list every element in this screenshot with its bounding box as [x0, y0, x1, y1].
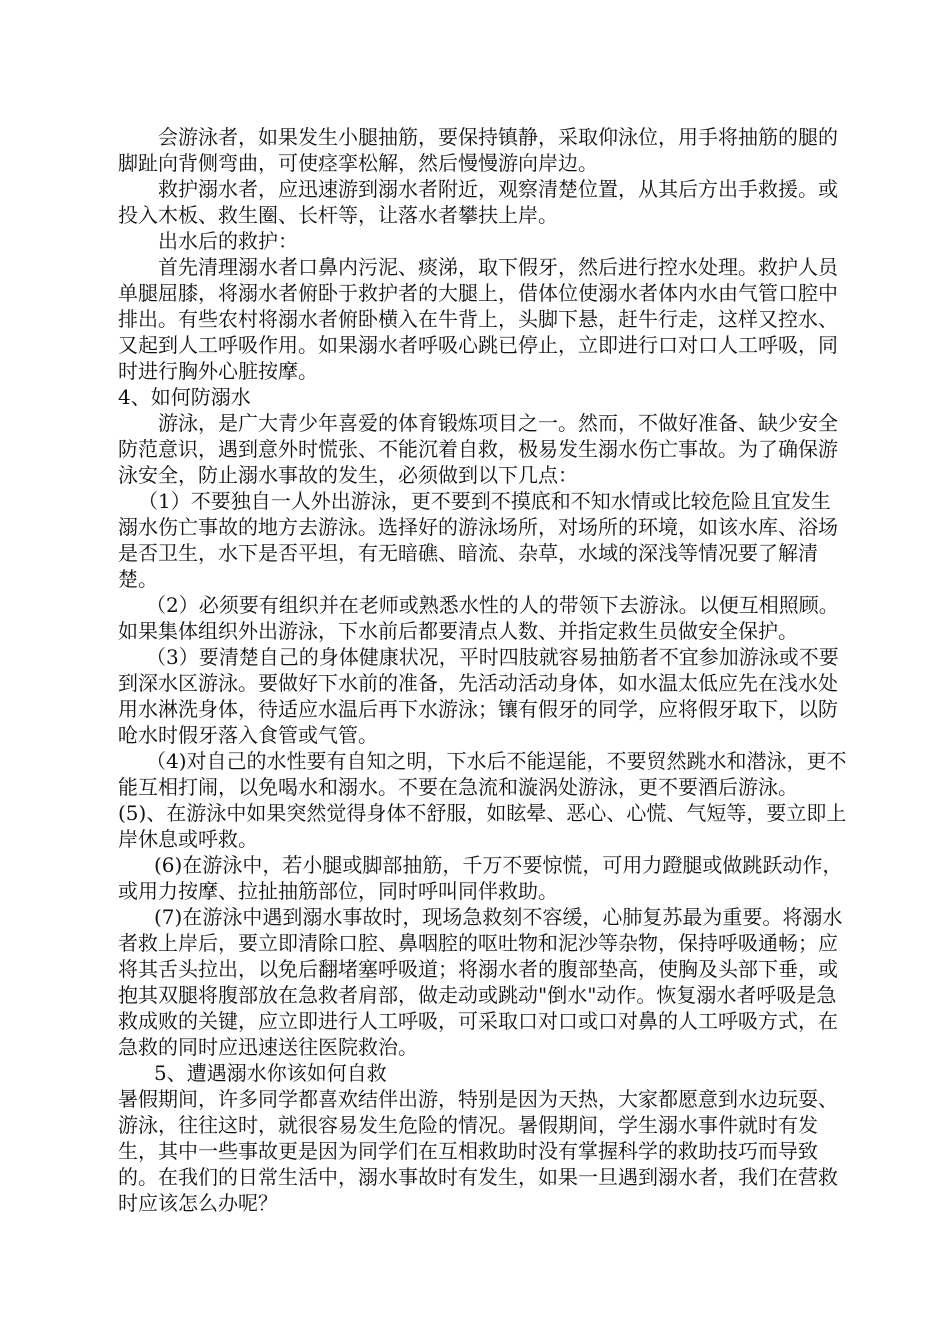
paragraph-summer-intro: 暑假期间，许多同学都喜欢结伴出游，特别是因为天热，大家都愿意到水边玩耍、游泳，往往这时，就很容易发生危险的情况。暑假期间，学生溺水事件就时有发生，其中一些事故更是因为同学们在互相救助时没有掌握科学的救助技巧而导致的。在我们的日常生活中，溺水事故时有发生，如果一旦遇到溺水者，我们在营救时应该怎么办呢？: [118, 1087, 838, 1215]
paragraph-rule-6: (6)在游泳中，若小腿或脚部抽筋，千万不要惊慌，可用力蹬腿或做跳跃动作，或用力按摩、拉扯抽筋部位，同时呼叫同伴救助。: [118, 853, 843, 903]
paragraph-after-water-heading: 出水后的救护：: [158, 229, 298, 253]
paragraph-rule-1: （1）不要独自一人外出游泳，更不要到不摸底和不知水情或比较危险且宜发生溺水伤亡事故的地方去游泳。选择好的游泳场所，对场所的环境，如该水库、浴场是否卫生，水下是否平坦，有无暗礁、暗流、杂草，水域的深浅等情况要了解清楚。: [118, 489, 838, 591]
paragraph-rule-7: (7)在游泳中遇到溺水事故时，现场急救刻不容缓，心肺复苏最为重要。将溺水者救上岸后，要立即清除口腔、鼻咽腔的呕吐物和泥沙等杂物，保持呼吸通畅；应将其舌头拉出，以免后翻堵塞呼吸道；将溺水者的腹部垫高，使胸及头部下垂，或抱其双腿将腹部放在急救者肩部，做走动或跳动"倒水"动作。恢复溺水者呼吸是急救成败的关键，应立即进行人工呼吸，可采取口对口或口对鼻的人工呼吸方式，在急救的同时应迅速送往医院救治。: [118, 905, 843, 1059]
section-heading-5: 5、遭遇溺水你该如何自救: [154, 1061, 387, 1085]
paragraph-drain-water: 首先清理溺水者口鼻内污泥、痰涕，取下假牙，然后进行控水处理。救护人员单腿屈膝，将溺水者俯卧于救护者的大腿上，借体位使溺水者体内水由气管口腔中排出。有些农村将溺水者俯卧横入在牛背上，头脚下悬，赶牛行走，这样又控水、又起到人工呼吸作用。如果溺水者呼吸心跳已停止，立即进行口对口人工呼吸，同时进行胸外心脏按摩。: [118, 255, 838, 383]
paragraph-rescue-approach: 救护溺水者，应迅速游到溺水者附近，观察清楚位置，从其后方出手救援。或投入木板、救生圈、长杆等，让落水者攀扶上岸。: [118, 177, 838, 227]
document-body: [118, 124, 848, 1216]
paragraph-swimming-intro: 游泳，是广大青少年喜爱的体育锻炼项目之一。然而，不做好准备、缺少安全防范意识，遇到意外时慌张、不能沉着自救，极易发生溺水伤亡事故。为了确保游泳安全，防止溺水事故的发生，必须做到以下几点：: [118, 411, 838, 487]
paragraph-cramp-self-rescue: 会游泳者，如果发生小腿抽筋，要保持镇静，采取仰泳位，用手将抽筋的腿的脚趾向背侧弯曲，可使痉挛松解，然后慢慢游向岸边。: [118, 125, 838, 175]
paragraph-rule-3: （3）要清楚自己的身体健康状况，平时四肢就容易抽筋者不宜参加游泳或不要到深水区游泳。要做好下水前的准备，先活动活动身体，如水温太低应先在浅水处用水淋洗身体，待适应水温后再下水游泳；镶有假牙的同学，应将假牙取下，以防呛水时假牙落入食管或气管。: [118, 645, 839, 747]
paragraph-rule-4-5: （4)对自己的水性要有自知之明，下水后不能逞能，不要贸然跳水和潜泳，更不能互相打闹，以免喝水和溺水。不要在急流和漩涡处游泳，更不要酒后游泳。 (5)、在游泳中如果突然觉得身体不舒服，如眩晕、恶心、心慌、气短等，要立即上岸休息或呼救。: [118, 749, 847, 851]
section-heading-4: 4、如何防溺水: [118, 385, 251, 409]
paragraph-rule-2: （2）必须要有组织并在老师或熟悉水性的人的带领下去游泳。以便互相照顾。如果集体组织外出游泳，下水前后都要清点人数、并指定救生员做安全保护。: [118, 593, 839, 643]
